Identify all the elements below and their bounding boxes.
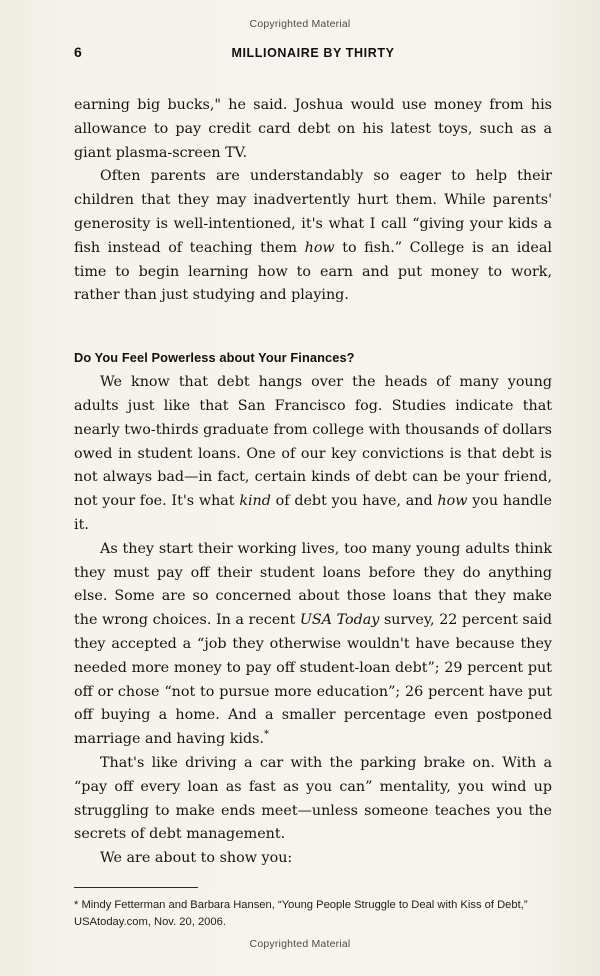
- paragraph-3-part-b: of debt you have, and: [270, 493, 438, 510]
- footnote-marker: *: [74, 898, 79, 911]
- copyright-watermark-top: Copyrighted Material: [249, 18, 351, 30]
- paragraph-4: [74, 538, 552, 752]
- paragraph-4-part-b: survey, 22 percent said they accepted a “job they otherwise wouldn't have because they needed more money to pay off student-loan debt”; 29 percent put off or chose “not to pursue more education”; 26 percent have put off buying a home. And a smaller percentage even postponed marriage and having kids.: [74, 612, 553, 748]
- paragraph-3: [74, 371, 552, 538]
- page-content: [74, 44, 552, 932]
- paragraph-1: earning big bucks," he said. Joshua would use money from his allowance to pay credit card debt on his latest toys, such as a giant plasma-screen TV.: [74, 97, 552, 161]
- copyright-watermark-bottom: Copyrighted Material: [249, 938, 351, 950]
- paragraph-2-part-b: to fish.” College is an ideal time to begin learning how to earn and put money to work, rather than just studying and playing.: [74, 239, 552, 304]
- footnote-body: Mindy Fetterman and Barbara Hansen, “Young People Struggle to Deal with Kiss of Debt,” USAtoday.com, Nov. 20, 2006.: [74, 898, 528, 929]
- footnote-divider: [74, 887, 198, 888]
- paragraph-3-emphasis-1: kind: [239, 493, 271, 510]
- paragraph-3-part-c: you handle it.: [74, 493, 552, 533]
- paragraph-3-emphasis-2: how: [437, 493, 468, 510]
- paragraph-2-part-a: Often parents are understandably so eager to help their children that they may inadvertently hurt them. While parents' generosity is well-intentioned, it's what I call “giving your kids a fish instead of teaching them: [74, 168, 552, 256]
- page-number: 6: [74, 44, 82, 60]
- paragraph-2: [74, 165, 552, 308]
- paragraph-2-emphasis: how: [304, 239, 335, 256]
- section-subheading: Do You Feel Powerless about Your Finances?: [74, 350, 355, 366]
- section-gap: [74, 308, 552, 350]
- paragraph-4-part-a: As they start their working lives, too many young adults think they must pay off their student loans before they do anything else. Some are so concerned about those loans that they make the wrong choices. In a recent: [74, 540, 552, 629]
- paragraph-4-citation-title: USA Today: [299, 612, 380, 629]
- paragraph-5: That's like driving a car with the parking brake on. With a “pay off every loan as fast as you can” mentality, you wind up struggling to make ends meet—unless someone teaches you the secrets of debt management.: [74, 754, 552, 843]
- footnote-text: [74, 897, 552, 932]
- paragraph-3-part-a: We know that debt hangs over the heads of many young adults just like that San Francisco fog. Studies indicate that nearly two-thirds graduate from college with thousands of dollars owed in student loans. One of our key convictions is that debt is not always bad—in fact, certain kinds of debt can be your friend, not your foe. It's what: [74, 374, 552, 510]
- running-head: [74, 44, 552, 68]
- book-title: MILLIONAIRE BY THIRTY: [231, 46, 395, 60]
- footnote-reference-marker: *: [264, 729, 269, 741]
- paragraph-6: We are about to show you:: [100, 850, 293, 867]
